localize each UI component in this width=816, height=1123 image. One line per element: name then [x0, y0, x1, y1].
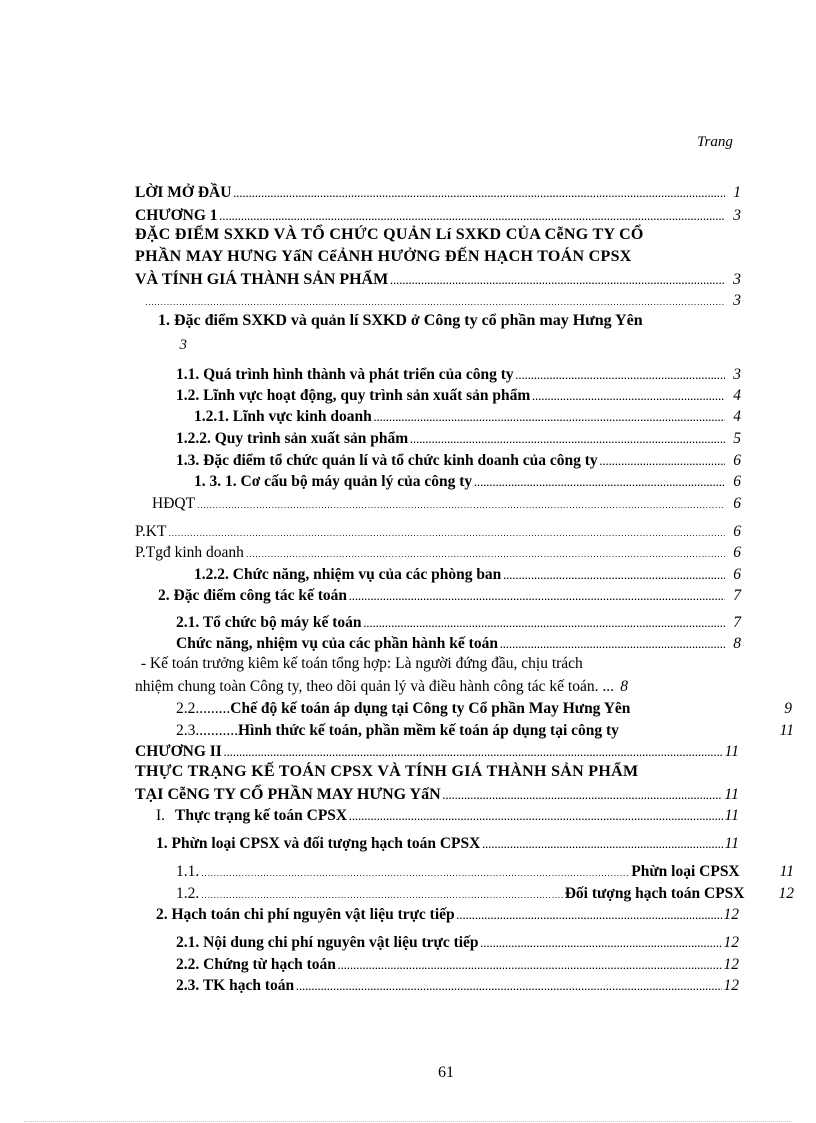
toc-page: 1 [733, 184, 741, 201]
leader-dots [474, 473, 725, 493]
toc-label: VÀ TÍNH GIÁ THÀNH SẢN PHẨM [135, 271, 389, 288]
toc-label: 1.1. Quá trình hình thành và phát triển của công ty [176, 366, 514, 383]
leader-dots [201, 863, 629, 883]
toc-page: 12 [723, 906, 739, 923]
leader-dots [500, 635, 725, 655]
toc-entry-c2-2[interactable] [156, 905, 739, 926]
leader-dots [516, 366, 725, 386]
toc-label: 2. Hạch toán chi phí nguyên vật liệu trực tiếp [156, 906, 455, 923]
toc-label: TẠI CễNG TY CỔ PHẦN MAY HƯNG YấN [135, 786, 441, 803]
toc-page: 6 [733, 473, 741, 490]
leader-dots [443, 786, 723, 806]
chapter-1-title-line-2: PHẦN MAY HƯNG YấN CểẢNH HƯỞNG ĐẾN HẠCH TOÁN CPSX [135, 248, 632, 265]
toc-entry-s1-2-2b[interactable] [194, 565, 741, 586]
leader-dots [482, 835, 722, 855]
toc-page: 7 [733, 587, 741, 604]
toc-label: LỜI MỞ ĐẦU [135, 184, 232, 201]
toc-label: 1.3. Đặc điểm tổ chức quản lí và tổ chức kinh doanh của công ty [176, 452, 598, 469]
toc-page: 12 [778, 885, 794, 902]
toc-page: 6 [733, 544, 741, 561]
toc-page: 9 [784, 700, 792, 717]
toc-prefix: 1.2. [176, 885, 200, 902]
toc-page: 6 [733, 523, 741, 540]
leader-dots [481, 934, 722, 954]
toc-entry-s2-3[interactable] [176, 721, 794, 741]
toc-entry-c2-2-3[interactable] [176, 976, 739, 997]
leader-dots [374, 408, 725, 428]
toc-page: 6 [733, 452, 741, 469]
toc-page: 6 [733, 566, 741, 583]
page-number: 61 [438, 1064, 454, 1081]
leader-dots [168, 523, 725, 543]
toc-entry-s1-2-1[interactable] [194, 407, 741, 428]
toc-label: 2.1. Nội dung chi phí nguyên vật liệu trực tiếp [176, 934, 479, 951]
leader-dots [457, 906, 722, 926]
toc-page: 5 [733, 430, 741, 447]
toc-prefix: 1.1. [176, 863, 200, 880]
toc-page: 7 [733, 614, 741, 631]
toc-page: 12 [723, 977, 739, 994]
toc-entry-blank[interactable] [143, 291, 741, 312]
toc-label: Đối tượng hạch toán CPSX [564, 885, 745, 902]
toc-entry-ktt-line-1: - Kế toán trưởng kiêm kế toán tổng hợp: Là người đứng đầu, chịu trách [137, 655, 583, 672]
leader-dots [349, 587, 725, 607]
toc-prefix: 2.2......... [176, 700, 231, 717]
toc-entry-chuong-1[interactable] [135, 206, 741, 227]
leader-dots [410, 430, 725, 450]
leader-dots [197, 495, 725, 515]
toc-label: 2. Đặc điểm công tác kế toán [158, 587, 347, 604]
toc-entry-s2-cn[interactable] [176, 634, 741, 655]
toc-page: 6 [733, 495, 741, 512]
toc-entry-pkt[interactable] [135, 522, 741, 543]
toc-label: Phừn loại CPSX [631, 863, 740, 880]
toc-entry-ptgd[interactable] [135, 543, 741, 564]
toc-label: P.Tgđ kinh doanh [135, 544, 244, 561]
chapter-2-title-line-1: THỰC TRẠNG KẾ TOÁN CPSX VÀ TÍNH GIÁ THÀNH SẢN PHẨM [135, 763, 639, 780]
toc-entry-s1-2[interactable] [176, 386, 741, 407]
toc-page: 3 [733, 366, 741, 383]
page-bottom-rule [24, 1121, 792, 1122]
toc-prefix: I. [156, 807, 166, 824]
toc-entry-chuong-2[interactable] [135, 742, 739, 763]
toc-entry-s2[interactable] [158, 586, 741, 607]
toc-entry-c2-I[interactable] [156, 806, 739, 827]
trang-label: Trang [697, 134, 733, 150]
toc-label: 2.1. Tổ chức bộ máy kế toán [176, 614, 362, 631]
toc-label: Chế độ kế toán áp dụng tại Công ty Cổ phần May Hưng Yên [230, 700, 631, 717]
toc-label: HĐQT [152, 495, 196, 512]
toc-label: CHƯƠNG II [135, 743, 222, 760]
toc-page: 3 [733, 207, 741, 224]
toc-page: 11 [724, 743, 739, 760]
toc-entry-chuong-1-title[interactable] [135, 270, 741, 291]
toc-label: 1. 3. 1. Cơ cấu bộ máy quản lý của công ty [194, 473, 473, 490]
toc-page: 11 [724, 807, 739, 824]
leader-dots [503, 566, 725, 586]
toc-label: Hình thức kế toán, phần mềm kế toán áp dụng tại công ty [238, 722, 619, 739]
toc-page: 11 [724, 835, 739, 852]
leader-dots [246, 544, 725, 564]
toc-page: 4 [733, 387, 741, 404]
leader-dots [224, 743, 723, 763]
toc-label: Chức năng, nhiệm vụ của các phần hành kế toán [176, 635, 498, 652]
toc-entry-c2-1[interactable] [156, 834, 739, 855]
toc-entry-c2-2-2[interactable] [176, 955, 739, 976]
toc-page: 3 [733, 292, 741, 309]
toc-page: 11 [779, 863, 794, 880]
toc-label: 1.2.1. Lĩnh vực kinh doanh [194, 408, 372, 425]
leader-dots [364, 614, 725, 634]
toc-entry-s2-2[interactable] [176, 699, 792, 719]
leader-dots [296, 977, 721, 997]
leader-dots [390, 271, 725, 291]
toc-entry-s1-3-1[interactable] [194, 472, 741, 493]
toc-entry-c2-2-1[interactable] [176, 933, 739, 954]
toc-entry-s1-3[interactable] [176, 451, 741, 472]
leader-dots [338, 956, 722, 976]
toc-label: 2.2. Chứng từ hạch toán [176, 956, 336, 973]
leader-dots [532, 387, 725, 407]
chapter-1-title-line-1: ĐẶC ĐIỂM SXKD VÀ TỔ CHỨC QUẢN Lí SXKD CỦA CễNG TY CỔ [135, 226, 644, 243]
toc-page: 3 [733, 271, 741, 288]
toc-entry-chuong-2-title[interactable] [135, 785, 739, 806]
toc-label: P.KT [135, 523, 167, 540]
toc-label: 1. Phừn loại CPSX và đối tượng hạch toán CPSX [156, 835, 481, 852]
toc-label: 1.2.2. Chức năng, nhiệm vụ của các phòng ban [194, 566, 502, 583]
toc-entry-s1[interactable]: 1. Đặc điểm SXKD và quản lí SXKD ở Công ty cổ phần may Hưng Yên [158, 312, 643, 329]
toc-label: CHƯƠNG 1 [135, 207, 218, 224]
toc-page: 12 [723, 934, 739, 951]
toc-entry-s1-page: 3 [179, 337, 187, 353]
toc-entry-ktt[interactable] [135, 677, 741, 697]
toc-entry-s1-2-2[interactable] [176, 429, 741, 450]
leader-dots [145, 292, 725, 312]
leader-dots [600, 452, 725, 472]
toc-page: 11 [779, 722, 794, 739]
leader-dots [220, 207, 725, 227]
leader-dots [233, 184, 725, 204]
toc-entry-s2-1[interactable] [176, 613, 741, 634]
toc-page: 8 [733, 635, 741, 652]
toc-label: Thực trạng kế toán CPSX [175, 807, 348, 824]
leader-dots [349, 807, 723, 827]
toc-entry-loi-mo-dau[interactable] [135, 183, 741, 204]
leader-dots [201, 885, 562, 905]
toc-entry-s1-1[interactable] [176, 365, 741, 386]
toc-page: 12 [723, 956, 739, 973]
toc-prefix: 2.3........... [176, 722, 238, 739]
toc-entry-hdqt[interactable] [152, 494, 741, 515]
toc-page: 4 [733, 408, 741, 425]
toc-label: 1.2. Lĩnh vực hoạt động, quy trình sản xuất sản phẩm [176, 387, 531, 404]
toc-label: nhiệm chung toàn Công ty, theo dõi quản lý và điều hành công tác kế toán. ... [135, 678, 614, 695]
toc-label: 2.3. TK hạch toán [176, 977, 295, 994]
toc-entry-c2-1-1[interactable] [176, 862, 794, 883]
toc-label: 1.2.2. Quy trình sản xuất sản phẩm [176, 430, 409, 447]
toc-page: 8 [620, 678, 628, 695]
toc-page: 11 [724, 786, 739, 803]
toc-entry-c2-1-2[interactable] [176, 884, 794, 905]
